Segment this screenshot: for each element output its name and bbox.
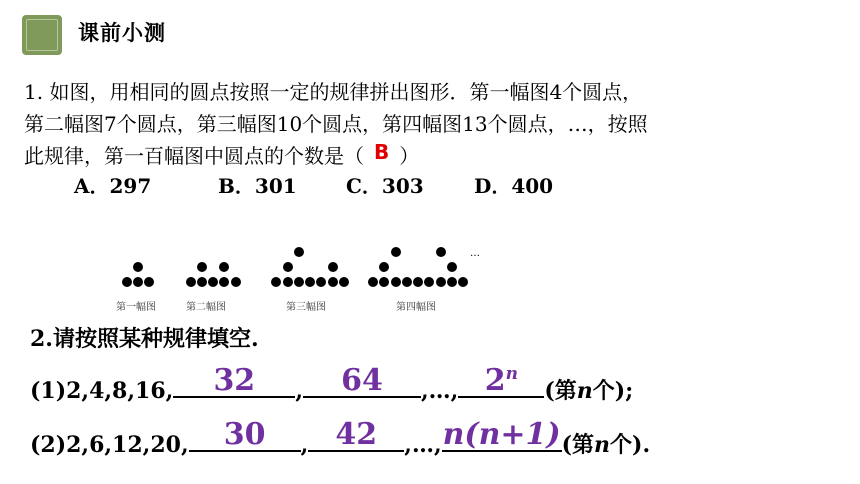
figure-4-dot: [424, 277, 434, 287]
figure-3-dot: [328, 262, 338, 272]
figure-2-dot: [197, 277, 207, 287]
seq2-blank-1[interactable]: [189, 417, 301, 452]
seq1-answer-3: 2$^n$: [484, 363, 518, 398]
seq1-answer-2: 64: [341, 363, 383, 398]
seq1-sep-1: ,: [295, 378, 303, 404]
figure-4-dot: [458, 277, 468, 287]
seq1-answer-1: 32: [213, 363, 256, 398]
figure-4-dot: [379, 277, 389, 287]
seq2-answer-1: 30: [223, 417, 266, 452]
figure-2-dot: [208, 277, 218, 287]
figure-4-dot: [447, 277, 457, 287]
question-1: [24, 76, 834, 172]
figure-4-dot: [391, 277, 401, 287]
seq2-sep-1: ,: [300, 432, 309, 458]
seq2-suffix-var: n: [594, 432, 611, 458]
q1-line-2: 第二幅图7个圆点，第三幅图10个圆点，第四幅图13个圆点，…，按照: [24, 112, 648, 136]
figure-3-dot: [305, 277, 315, 287]
q1-line-3: [24, 140, 834, 172]
figure-4-dot: [413, 277, 423, 287]
figure-1-dot: [133, 262, 143, 272]
figure-3-dot: [283, 262, 293, 272]
seq2-suffix-open: (第: [561, 432, 595, 458]
figure-2-dot: [219, 262, 229, 272]
figure-4-dot: [436, 277, 446, 287]
seq2-answer-3: n(n+1): [442, 417, 561, 452]
figure-4-dot: [368, 277, 378, 287]
figure-2-dot: [219, 277, 229, 287]
seq1-blank-2[interactable]: [303, 363, 421, 398]
q1-answer: B: [374, 140, 390, 164]
figure-3-dot: [271, 277, 281, 287]
figure-label-4: 第四幅图: [396, 302, 436, 313]
section-title: 课前小测: [78, 21, 166, 45]
q1-line-1: 1. 如图，用相同的圆点按照一定的规律拼出图形．第一幅图4个圆点，: [24, 80, 643, 104]
figure-4-dot: [391, 247, 401, 257]
figure-4-dot: [379, 262, 389, 272]
figure-3-dot: [294, 247, 304, 257]
choice-d[interactable]: D．400: [474, 174, 554, 198]
figure-4-dot: [402, 277, 412, 287]
figure-2-dot: [231, 277, 241, 287]
choice-a[interactable]: A．297: [74, 174, 152, 198]
figure-label-1: 第一幅图: [116, 302, 156, 313]
choice-b[interactable]: B．301: [218, 174, 297, 198]
figure-3-dot: [294, 277, 304, 287]
seq1-blank-1[interactable]: [173, 363, 295, 398]
seq1-sep-2: ,…,: [420, 378, 459, 404]
figure-1-dot: [144, 277, 154, 287]
figure-4-dot: [436, 247, 446, 257]
seq2-prefix: (2)2,6,12,20,: [30, 432, 189, 458]
figure-label-3: 第三幅图: [286, 302, 326, 313]
figure-ellipsis: …: [470, 248, 480, 259]
section-marker-square: [22, 15, 62, 55]
q1-line-3-close: ）: [399, 144, 420, 168]
question-2-title: 2.请按照某种规律填空.: [30, 326, 259, 352]
q1-line-3-text: 此规律，第一百幅图中圆点的个数是（: [24, 144, 364, 168]
choice-c[interactable]: C．303: [346, 174, 424, 198]
figure-3-dot: [283, 277, 293, 287]
seq2-blank-2[interactable]: [308, 417, 404, 452]
sequence-row-1: [30, 363, 634, 405]
figure-3-dot: [328, 277, 338, 287]
figure-2-dot: [186, 277, 196, 287]
figure-4-dot: [447, 262, 457, 272]
dot-pattern-figures: [100, 200, 500, 320]
figure-2-dot: [197, 262, 207, 272]
figure-1-dot: [133, 277, 143, 287]
figure-label-2: 第二幅图: [186, 302, 226, 313]
seq2-answer-2: 42: [335, 417, 378, 452]
seq2-blank-3[interactable]: [442, 417, 562, 452]
seq1-suffix-var: n: [576, 378, 593, 404]
sequence-row-2: [30, 417, 651, 459]
seq1-suffix-close: 个);: [592, 378, 634, 404]
figure-1-dot: [122, 277, 132, 287]
seq2-sep-2: ,…,: [404, 432, 442, 458]
seq1-prefix: (1)2,4,8,16,: [30, 378, 174, 404]
seq1-suffix-open: (第: [544, 378, 577, 404]
seq1-blank-3[interactable]: [458, 363, 544, 398]
figure-3-dot: [316, 277, 326, 287]
seq2-suffix-close: 个).: [610, 432, 651, 458]
figure-3-dot: [339, 277, 349, 287]
